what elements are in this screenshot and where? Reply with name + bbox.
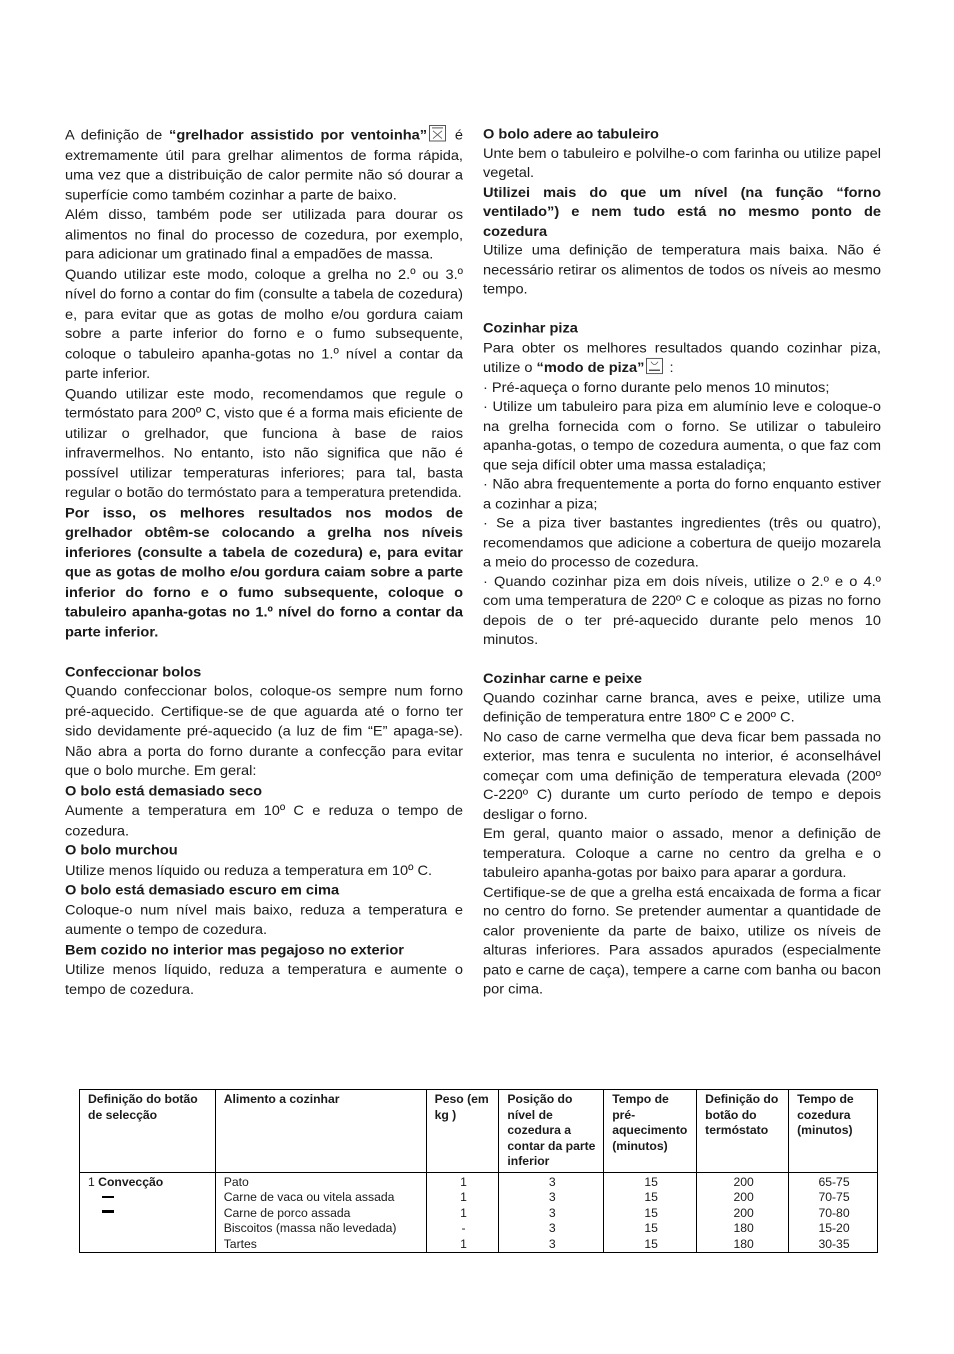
mode-name: Convecção [98,1174,164,1189]
level-value: 3 [548,1221,556,1235]
paragraph: Além disso, também pode ser utilizada para dourar os alimentos no final do processo de cozedura, por exemplo, para adicionar um gratinado final a empadões de massa. [65,207,463,263]
weight-value: 1 [460,1190,467,1204]
text-span: é extremamente útil para grelhar alimentos de forma rápida, uma vez que a distribuição de calor permite não só dourar a superfície como também cozinhar a parte de baixo. [65,127,463,204]
level-value: 3 [548,1205,556,1220]
header-preheat: Tempo de pré-aquecimento (minutos) [604,1090,697,1173]
mode-number: 1 [88,1174,95,1189]
preheat-cell [604,1172,697,1253]
paragraph: Utilize menos líquido ou reduza a temperatura em 10º C. [65,862,433,879]
heading-carne: Cozinhar carne e peixe [483,671,642,687]
cooking-time-value: 65-75 [818,1174,850,1189]
spacer [483,650,881,669]
preheat-value: 15 [644,1236,658,1251]
paragraph: Unte bem o tabuleiro e polvilhe-o com farinha ou utilize papel vegetal. [483,146,881,181]
level-value: 3 [548,1236,556,1251]
bullet-item: · Quando cozinhar piza em dois níveis, utilize o 2.º e o 4.º com uma temperatura de 220º C e coloque as pizas no forno depois de o ter pré-aquecido durante pelo menos 10 minutos. [483,574,881,648]
paragraph: Utilize menos líquido, reduza a temperatura e aumente o tempo de cozedura. [65,962,463,998]
preheat-value: 15 [644,1190,658,1204]
subheading: O bolo está demasiado escuro em cima [65,882,340,899]
pizza-mode-term: “modo de piza” [536,360,645,376]
weight-value: 1 [460,1236,467,1251]
bullet-item: · Se a piza tiver bastantes ingredientes (três ou quatro), recomendamos que adicione a cobertura de queijo mozarela a meio do processo de cozedura. [483,516,881,571]
subheading: Utilizei mais do que um nível (na função “forno ventilado”) e nem tudo está no mesmo ponto de cozedura [483,185,881,240]
cooking-time-value: 15-20 [818,1221,850,1235]
subheading: O bolo está demasiado seco [65,783,263,799]
paragraph: Quando cozinhar carne branca, aves e peixe, utilize uma definição de temperatura entre 180º C e 200º C. [483,690,881,726]
header-cooking-time: Tempo de cozedura (minutos) [789,1090,878,1173]
paragraph: Utilize uma definição de temperatura mais baixa. Não é necessário retirar os alimentos de todos os níveis ao mesmo tempo. [483,243,881,298]
subheading: O bolo adere ao tabuleiro [483,126,659,143]
paragraph: Em geral, quanto maior o assado, menor a definição de temperatura. Coloque a carne no centro da grelha e o tabuleiro apanha-gotas por baixo para aparar a gordura. [483,826,881,881]
level-value: 3 [548,1174,556,1189]
preheat-value: 15 [644,1205,658,1220]
heading-piza: Cozinhar piza [483,321,578,337]
thermostat-value: 180 [733,1221,754,1235]
header-mode: Definição do botão de selecção [80,1090,216,1173]
paragraph: No caso de carne vermelha que deva ficar bem passada no exterior, mas tenra e suculenta no interior, é aconselhável começar com uma definição de temperatura elevada (200º C-220º C) durante um curto período de tempo e depois desligar o forno. [483,729,881,823]
right-column [483,125,881,1000]
mode-cell [80,1172,216,1253]
paragraph: Coloque-o num nível mais baixo, reduza a temperatura e aumente o tempo de cozedura. [65,902,463,938]
header-food: Alimento a cozinhar [215,1090,426,1173]
fan-grill-term: “grelhador assistido por ventoinha” [169,127,428,144]
cooking-time-value: 70-75 [818,1190,850,1204]
preheat-value: 15 [644,1174,658,1189]
spacer [65,642,463,662]
text-span: A definição de [65,127,170,144]
food-item: Carne de porco assada [223,1205,351,1220]
header-thermostat: Definição do botão do termóstato [697,1090,789,1173]
cooking-table [79,1089,878,1253]
thermostat-value: 200 [733,1190,754,1204]
food-item: Biscoitos (massa não levedada) [223,1221,397,1235]
header-level: Posição do nível de cozedura a contar da parte inferior [499,1090,604,1173]
text-span: Para obter os melhores resultados quando cozinhar piza, utilize o [483,340,881,376]
food-item: Pato [223,1174,249,1189]
subheading: Bem cozido no interior mas pegajoso no exterior [65,942,404,958]
table-row [80,1172,878,1253]
paragraph: Quando utilizar este modo, recomendamos que regule o termóstato para 200º C, visto que é a forma mais eficiente de utilizar o grelhador, que funciona à base de raios infravermelhos. No entanto, isto não significa que não é possível utilizar temperaturas inferiores; para tal, basta regular o botão do termóstato para a temperatura pretendida. [65,386,463,501]
cooking-time-value: 30-35 [818,1236,850,1251]
weight-value: 1 [460,1205,467,1220]
spacer [483,300,881,319]
bullet-item: · Utilize um tabuleiro para piza em alumínio leve e coloque-o na grelha fornecida com o forno. Se utilizar o tabuleiro apanha-gotas, o tempo de cozedura aumenta, o que faz com que seja difícil obter uma massa estaladiça; [483,399,881,474]
preheat-value: 15 [644,1221,658,1235]
paragraph-fan-grill [65,125,463,205]
level-cell [499,1172,604,1253]
subheading: O bolo murchou [65,843,178,859]
weight-value: - [461,1221,466,1235]
text-span: : [665,360,674,376]
heading-bolos: Confeccionar bolos [65,664,202,680]
thermostat-cell [697,1172,789,1253]
paragraph-bold-note: Por isso, os melhores resultados nos modos de grelhador obtêm-se colocando a grelha nos níveis inferiores (consulte a tabela de cozedura) e, para evitar que as gotas de molho e/ou gordura caiam sobre a parte inferior do forno e o fumo subsequente, coloque o tabuleiro apanha-gotas no 1.º nível do forno a contar da parte inferior. [65,505,463,641]
pizza-mode-icon [646,358,663,374]
thermostat-value: 180 [733,1236,754,1251]
food-cell [215,1172,426,1253]
paragraph: Quando utilizar este modo, coloque a grelha no 2.º ou 3.º nível do forno a contar do fim (consulte a tabela de cozedura) e, para evitar que as gotas de molho e/ou gordura caiam sobre a parte inferior do forno e o fumo subsequente, coloque o tabuleiro apanha-gotas no 1.º nível a contar da parte inferior. [65,266,463,382]
left-column [65,125,463,1000]
cooking-time-value: 70-80 [818,1205,850,1220]
food-item: Tartes [223,1236,257,1251]
paragraph: Aumente a temperatura em 10º C e reduza o tempo de cozedura. [65,803,463,839]
convection-upper-icon [102,1196,114,1198]
thermostat-value: 200 [733,1174,754,1189]
weight-cell [426,1172,499,1253]
header-weight: Peso (em kg ) [426,1090,499,1173]
convection-lower-icon [102,1210,114,1213]
food-item: Carne de vaca ou vitela assada [223,1190,395,1204]
bullet-item: · Pré-aqueça o forno durante pelo menos 10 minutos; [483,380,830,396]
fan-grill-icon [429,125,446,141]
paragraph-piza [483,339,881,379]
table-header-row [80,1090,878,1173]
cooking-time-cell [789,1172,878,1253]
level-value: 3 [548,1190,556,1204]
weight-value: 1 [460,1174,467,1189]
thermostat-value: 200 [733,1205,754,1220]
bullet-item: · Não abra frequentemente a porta do forno enquanto estiver a cozinhar a piza; [483,477,881,512]
paragraph: Certifique-se de que a grelha está encaixada de forma a ficar no centro do forno. Se pretender aumentar a quantidade de calor proveniente da parte de baixo, utilize os níveis de alturas inferiores. Para assados apurados (especialmente pato e carne de caça), tempere a carne com banha ou bacon por cima. [483,884,881,998]
paragraph: Quando confeccionar bolos, coloque-os sempre num forno pré-aquecido. Certifique-se de que aguarda até o forno ter sido devidamente pré-aquecido (a luz de fim “E” apaga-se). Não abra a porta do forno durante a confecção para evitar que o bolo murche. Em geral: [65,684,463,780]
